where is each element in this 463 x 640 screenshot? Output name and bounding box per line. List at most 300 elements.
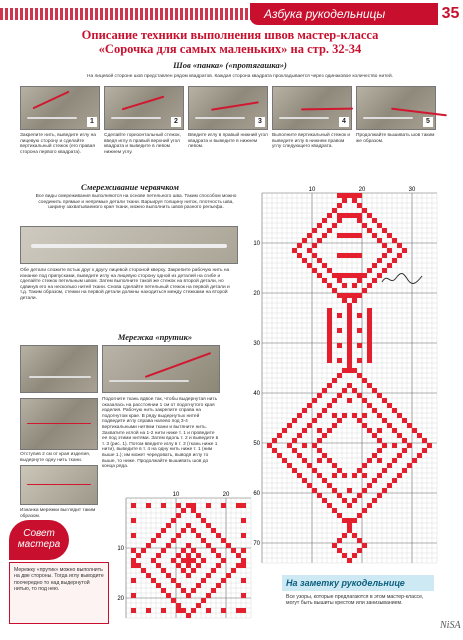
- stitch-cell: [292, 248, 297, 253]
- stitch-cell: [352, 413, 357, 418]
- stitch-cell: [372, 478, 377, 483]
- stitch-cell: [151, 538, 156, 543]
- stitch-cell: [332, 223, 337, 228]
- stitch-cell: [136, 553, 141, 558]
- stitch-cell: [327, 213, 332, 218]
- stitch-cell: [347, 318, 352, 323]
- y-tick-label: 30: [253, 341, 260, 347]
- stitch-cell: [392, 443, 397, 448]
- stitch-cell: [206, 593, 211, 598]
- stitch-cell: [327, 318, 332, 323]
- stitch-cell: [352, 368, 357, 373]
- stitch-cell: [337, 278, 342, 283]
- stitch-cell: [302, 428, 307, 433]
- stitch-cell: [347, 273, 352, 278]
- stitch-cell: [347, 293, 352, 298]
- stitch-cell: [131, 578, 136, 583]
- stitch-cell: [161, 568, 166, 573]
- stitch-cell: [382, 243, 387, 248]
- stitch-cell: [342, 518, 347, 523]
- y-tick-label: 20: [117, 596, 124, 602]
- stitch-cell: [372, 233, 377, 238]
- stitch-cell: [181, 558, 186, 563]
- logo-text: NiSA: [440, 620, 461, 631]
- stitch-cell: [221, 578, 226, 583]
- stitch-cell: [151, 558, 156, 563]
- stitch-cell: [131, 503, 136, 508]
- stitch-cell: [377, 493, 382, 498]
- stitch-cell: [327, 343, 332, 348]
- step-number-5: 5: [423, 117, 433, 127]
- stitch-cell: [332, 398, 337, 403]
- stitch-cell: [176, 603, 181, 608]
- stitch-cell: [347, 333, 352, 338]
- stitch-cell: [362, 543, 367, 548]
- stitch-cell: [327, 313, 332, 318]
- stitch-cell: [322, 478, 327, 483]
- stitch-cell: [367, 403, 372, 408]
- stitch-cell: [196, 553, 201, 558]
- stitch-cell: [427, 443, 432, 448]
- stitch-cell: [347, 313, 352, 318]
- stitch-cell: [201, 518, 206, 523]
- stitch-cell: [186, 503, 191, 508]
- stitch-cell: [282, 458, 287, 463]
- stitch-cell: [382, 418, 387, 423]
- stitch-cell: [362, 208, 367, 213]
- stitch-cell: [161, 608, 166, 613]
- stitch-cell: [216, 563, 221, 568]
- stitch-cell: [292, 468, 297, 473]
- stitch-cell: [322, 233, 327, 238]
- stitch-cell: [171, 538, 176, 543]
- stitch-cell: [367, 343, 372, 348]
- stitch-cell: [357, 343, 362, 348]
- stitch-cell: [337, 213, 342, 218]
- stitch-cell: [387, 463, 392, 468]
- stitch-cell: [307, 423, 312, 428]
- stitch-cell: [312, 268, 317, 273]
- stitch-cell: [327, 348, 332, 353]
- stitch-cell: [352, 518, 357, 523]
- stitch-cell: [312, 398, 317, 403]
- stitch-cell: [337, 468, 342, 473]
- stitch-cell: [327, 328, 332, 333]
- stitch-cell: [342, 368, 347, 373]
- stitch-cell: [176, 608, 181, 613]
- stitch-cell: [317, 428, 322, 433]
- stitch1-step-photo-5: [356, 86, 436, 130]
- stitch-cell: [337, 233, 342, 238]
- stitch-cell: [292, 418, 297, 423]
- stitch-cell: [267, 443, 272, 448]
- stitch-cell: [282, 428, 287, 433]
- stitch-cell: [377, 413, 382, 418]
- stitch-cell: [422, 438, 427, 443]
- stitch-cell: [337, 253, 342, 258]
- stitch-cell: [216, 533, 221, 538]
- stitch-cell: [312, 468, 317, 473]
- stitch-cell: [131, 518, 136, 523]
- stitch-cell: [201, 538, 206, 543]
- stitch-cell: [161, 588, 166, 593]
- stitch-cell: [322, 263, 327, 268]
- stitch-cell: [337, 218, 342, 223]
- note-heading: На заметку рукодельнице: [282, 575, 434, 591]
- stitch-cell: [337, 393, 342, 398]
- stitch-cell: [392, 408, 397, 413]
- stitch-cell: [347, 488, 352, 493]
- y-tick-label: 70: [253, 541, 260, 547]
- stitch-cell: [181, 608, 186, 613]
- stitch-cell: [201, 578, 206, 583]
- stitch-cell: [307, 483, 312, 488]
- stitch-cell: [412, 458, 417, 463]
- stitch-cell: [357, 273, 362, 278]
- stitch-cell: [387, 233, 392, 238]
- stitch-cell: [332, 488, 337, 493]
- stitch-cell: [362, 273, 367, 278]
- stitch-cell: [377, 458, 382, 463]
- stitch-cell: [327, 323, 332, 328]
- stitch-cell: [332, 208, 337, 213]
- stitch-cell: [272, 438, 277, 443]
- stitch-cell: [161, 503, 166, 508]
- stitch-cell: [191, 608, 196, 613]
- stitch-cell: [211, 568, 216, 573]
- stitch-cell: [312, 253, 317, 258]
- stitch-cell: [186, 553, 191, 558]
- stitch-cell: [347, 253, 352, 258]
- stitch-cell: [387, 423, 392, 428]
- stitch-cell: [332, 543, 337, 548]
- stitch-cell: [226, 573, 231, 578]
- stitch-cell: [357, 468, 362, 473]
- stitch-cell: [201, 558, 206, 563]
- stitch-cell: [352, 198, 357, 203]
- page-title: [20, 28, 440, 56]
- stitch-cell: [337, 493, 342, 498]
- stitch-cell: [211, 528, 216, 533]
- stitch-cell: [367, 348, 372, 353]
- stitch-cell: [382, 398, 387, 403]
- stitch-cell: [181, 528, 186, 533]
- stitch-cell: [181, 588, 186, 593]
- stitch-cell: [397, 433, 402, 438]
- stitch-cell: [221, 503, 226, 508]
- stitch-cell: [367, 338, 372, 343]
- stitch-cell: [367, 353, 372, 358]
- step-number-4: 4: [339, 117, 349, 127]
- stitch-cell: [206, 573, 211, 578]
- stitch-cell: [297, 473, 302, 478]
- stitch-cell: [317, 273, 322, 278]
- stitch-cell: [171, 518, 176, 523]
- ornament-stripe: [0, 8, 280, 20]
- stitch-cell: [342, 213, 347, 218]
- stitch1-step-photo-3: [188, 86, 268, 130]
- stitch-cell: [322, 218, 327, 223]
- stitch-cell: [347, 303, 352, 308]
- stitch-cell: [287, 443, 292, 448]
- handwritten-signature: [380, 270, 424, 288]
- stitch-cell: [382, 468, 387, 473]
- stitch-cell: [332, 273, 337, 278]
- stitch-cell: [407, 443, 412, 448]
- stitch-cell: [372, 433, 377, 438]
- stitch2-photo: [20, 226, 238, 264]
- stitch-cell: [367, 323, 372, 328]
- stitch-cell: [332, 508, 337, 513]
- x-tick-label: 30: [408, 187, 416, 193]
- x-tick-label: 10: [172, 492, 180, 498]
- stitch-cell: [322, 408, 327, 413]
- stitch-cell: [166, 543, 171, 548]
- stitch-cell: [347, 523, 352, 528]
- stitch-cell: [317, 223, 322, 228]
- stitch-cell: [372, 388, 377, 393]
- stitch-cell: [206, 543, 211, 548]
- stitch-cell: [362, 508, 367, 513]
- stitch-cell: [397, 253, 402, 258]
- stitch-cell: [337, 293, 342, 298]
- stitch-cell: [417, 453, 422, 458]
- stitch-cell: [171, 598, 176, 603]
- stitch-cell: [357, 218, 362, 223]
- stitch-cell: [241, 558, 246, 563]
- stitch-cell: [367, 283, 372, 288]
- stitch-cell: [347, 368, 352, 373]
- stitch-cell: [176, 583, 181, 588]
- stitch-cell: [387, 263, 392, 268]
- stitch-cell: [156, 583, 161, 588]
- stitch-cell: [186, 593, 191, 598]
- stitch-cell: [352, 213, 357, 218]
- stitch-cell: [387, 248, 392, 253]
- stitch-cell: [392, 428, 397, 433]
- tip-badge-line-1: Совет: [23, 528, 55, 539]
- stitch-cell: [327, 338, 332, 343]
- stitch-cell: [357, 513, 362, 518]
- stitch-cell: [352, 473, 357, 478]
- stitch-cell: [297, 413, 302, 418]
- stitch-cell: [362, 488, 367, 493]
- stitch-cell: [327, 458, 332, 463]
- stitch-cell: [312, 443, 317, 448]
- stitch-cell: [402, 468, 407, 473]
- stitch-cell: [206, 523, 211, 528]
- stitch-cell: [272, 448, 277, 453]
- stitch-cell: [327, 268, 332, 273]
- stitch-cell: [342, 498, 347, 503]
- x-tick-label: 20: [222, 492, 230, 498]
- stitch-cell: [186, 543, 191, 548]
- stitch-cell: [302, 458, 307, 463]
- stitch1-intro: На лицевой стороне шов представлен рядом квадратов. Каждая сторона квадрата прокладывается через одинаковое количество нитей.: [87, 74, 393, 79]
- stitch-cell: [377, 393, 382, 398]
- stitch-cell: [347, 398, 352, 403]
- stitch-cell: [367, 213, 372, 218]
- stitch-cell: [347, 348, 352, 353]
- stitch-cell: [302, 443, 307, 448]
- stitch-cell: [392, 238, 397, 243]
- stitch-cell: [332, 473, 337, 478]
- y-tick-label: 60: [253, 491, 260, 497]
- stitch-cell: [221, 558, 226, 563]
- stitch-cell: [297, 453, 302, 458]
- stitch-cell: [236, 608, 241, 613]
- stitch-cell: [352, 533, 357, 538]
- stitch3-photo-3: [20, 398, 98, 450]
- stitch-cell: [241, 518, 246, 523]
- stitch-cell: [362, 413, 367, 418]
- stitch-cell: [357, 203, 362, 208]
- stitch-cell: [241, 503, 246, 508]
- stitch-cell: [146, 573, 151, 578]
- stitch-cell: [191, 528, 196, 533]
- stitch-cell: [362, 398, 367, 403]
- stitch3-photo-4: [20, 465, 98, 505]
- stitch-cell: [161, 528, 166, 533]
- stitch-cell: [367, 308, 372, 313]
- stitch-cell: [302, 238, 307, 243]
- stitch-cell: [236, 503, 241, 508]
- stitch-cell: [327, 503, 332, 508]
- stitch-cell: [176, 503, 181, 508]
- stitch-cell: [347, 558, 352, 563]
- stitch-cell: [231, 548, 236, 553]
- stitch-cell: [186, 563, 191, 568]
- stitch-cell: [357, 393, 362, 398]
- stitch-cell: [347, 213, 352, 218]
- stitch-cell: [196, 513, 201, 518]
- stitch-cell: [347, 328, 352, 333]
- stitch-cell: [327, 358, 332, 363]
- stitch-cell: [141, 568, 146, 573]
- stitch-cell: [362, 423, 367, 428]
- stitch-cell: [131, 608, 136, 613]
- stitch-cell: [241, 593, 246, 598]
- stitch-cell: [362, 378, 367, 383]
- stitch-cell: [136, 563, 141, 568]
- stitch-cell: [196, 583, 201, 588]
- stitch-cell: [387, 483, 392, 488]
- stitch-cell: [186, 558, 191, 563]
- y-tick-label: 10: [117, 546, 124, 552]
- stitch-cell: [372, 453, 377, 458]
- x-tick-label: 20: [358, 187, 366, 193]
- stitch1-step-photo-2: [104, 86, 184, 130]
- y-tick-label: 40: [253, 391, 260, 397]
- stitch-cell: [397, 413, 402, 418]
- stitch-cell: [146, 608, 151, 613]
- stitch-cell: [196, 533, 201, 538]
- stitch-cell: [231, 568, 236, 573]
- stitch-cell: [307, 248, 312, 253]
- stitch-cell: [367, 268, 372, 273]
- stitch-cell: [357, 418, 362, 423]
- stitch-cell: [337, 513, 342, 518]
- stitch-cell: [317, 493, 322, 498]
- stitch-cell: [382, 228, 387, 233]
- stitch-cell: [317, 448, 322, 453]
- stitch-cell: [302, 258, 307, 263]
- stitch-cell: [131, 563, 136, 568]
- stitch-cell: [327, 428, 332, 433]
- stitch-cell: [347, 193, 352, 198]
- stitch-cell: [171, 558, 176, 563]
- stitch-cell: [312, 418, 317, 423]
- stitch-cell: [392, 258, 397, 263]
- stitch-cell: [372, 498, 377, 503]
- stitch-cell: [337, 418, 342, 423]
- stitch-cell: [377, 428, 382, 433]
- stitch-cell: [241, 563, 246, 568]
- stitch-cell: [347, 308, 352, 313]
- tip-badge-line-2: мастера: [17, 539, 61, 550]
- stitch3-heading: Мережка «прутик»: [117, 332, 193, 342]
- stitch-cell: [302, 408, 307, 413]
- stitch-cell: [337, 328, 342, 333]
- stitch-cell: [342, 298, 347, 303]
- stitch-cell: [347, 518, 352, 523]
- y-tick-label: 20: [253, 291, 260, 297]
- stitch-cell: [176, 563, 181, 568]
- stitch-cell: [352, 283, 357, 288]
- y-tick-label: 50: [253, 441, 260, 447]
- stitch-cell: [176, 513, 181, 518]
- stitch-cell: [352, 553, 357, 558]
- stitch-cell: [397, 243, 402, 248]
- stitch-cell: [342, 553, 347, 558]
- stitch-cell: [287, 423, 292, 428]
- y-tick-label: 10: [253, 241, 260, 247]
- stitch-cell: [352, 298, 357, 303]
- stitch-cell: [161, 548, 166, 553]
- stitch-cell: [191, 588, 196, 593]
- stitch-cell: [322, 498, 327, 503]
- stitch-cell: [382, 488, 387, 493]
- stitch-cell: [372, 278, 377, 283]
- stitch-cell: [402, 418, 407, 423]
- stitch-cell: [347, 343, 352, 348]
- step-number-2: 2: [171, 117, 181, 127]
- stitch-cell: [347, 323, 352, 328]
- stitch-cell: [332, 288, 337, 293]
- stitch-cell: [307, 463, 312, 468]
- stitch-cell: [402, 438, 407, 443]
- stitch-cell: [131, 558, 136, 563]
- stitch-cell: [342, 233, 347, 238]
- title-line-1: Описание техники выполнения швов мастер-класса: [81, 28, 379, 42]
- stitch-cell: [347, 383, 352, 388]
- stitch-cell: [171, 578, 176, 583]
- stitch-cell: [297, 243, 302, 248]
- stitch-cell: [191, 503, 196, 508]
- stitch-cell: [131, 593, 136, 598]
- stitch-cell: [156, 533, 161, 538]
- stitch3-photo-1: [20, 345, 98, 393]
- stitch-cell: [191, 558, 196, 563]
- stitch-cell: [372, 263, 377, 268]
- stitch-cell: [312, 228, 317, 233]
- stitch1-step-photo-1: [20, 86, 100, 130]
- stitch-cell: [327, 283, 332, 288]
- stitch-cell: [236, 563, 241, 568]
- stitch-cell: [377, 223, 382, 228]
- stitch-cell: [151, 578, 156, 583]
- stitch-cell: [317, 238, 322, 243]
